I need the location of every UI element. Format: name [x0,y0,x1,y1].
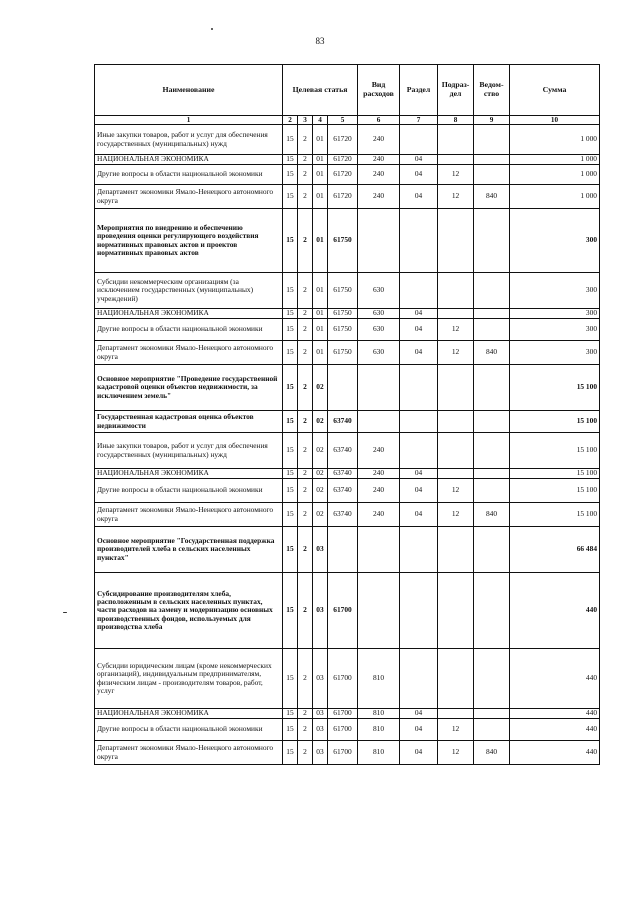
subprogram-code: 2 [298,411,313,433]
subprogram-code: 2 [298,433,313,469]
expense-type-code: 630 [358,273,400,309]
row-name: НАЦИОНАЛЬНАЯ ЭКОНОМИКА [95,469,283,479]
table-row [95,709,600,719]
event-code: 02 [313,479,328,503]
row-name: Другие вопросы в области национальной экономики [95,719,283,741]
expense-type-code: 630 [358,319,400,341]
subsection-code: 12 [438,185,474,209]
row-sum: 15 100 [510,503,600,527]
department-code [474,309,510,319]
department-code [474,649,510,709]
direction-code: 63740 [328,503,358,527]
expense-type-code: 810 [358,649,400,709]
expense-type-code: 240 [358,503,400,527]
row-name: Департамент экономики Ямало-Ненецкого автономного округа [95,341,283,365]
column-number: 2 [283,116,298,125]
row-sum: 15 100 [510,479,600,503]
row-name: Департамент экономики Ямало-Ненецкого автономного округа [95,741,283,765]
subprogram-code: 2 [298,709,313,719]
table-row [95,719,600,741]
direction-code: 61750 [328,341,358,365]
row-sum: 1 000 [510,125,600,155]
table-row [95,469,600,479]
subprogram-code: 2 [298,165,313,185]
subprogram-code: 2 [298,479,313,503]
row-name: Иные закупки товаров, работ и услуг для обеспечения государственных (муниципальных) нужд [95,125,283,155]
row-sum: 1 000 [510,185,600,209]
table-row [95,527,600,573]
program-code: 15 [283,479,298,503]
subsection-code [438,469,474,479]
subsection-code [438,411,474,433]
department-code [474,573,510,649]
department-code [474,433,510,469]
section-code: 04 [400,503,438,527]
direction-code: 61720 [328,165,358,185]
direction-code: 61750 [328,309,358,319]
event-code: 01 [313,341,328,365]
expense-type-code: 630 [358,309,400,319]
expense-type-code: 240 [358,433,400,469]
expense-type-code [358,209,400,273]
row-sum: 66 484 [510,527,600,573]
row-sum: 440 [510,573,600,649]
subprogram-code: 2 [298,273,313,309]
subprogram-code: 2 [298,741,313,765]
section-code: 04 [400,741,438,765]
column-number: 3 [298,116,313,125]
row-name: Субсидии некоммерческим организациям (за исключением государственных (муниципальных) учреждений) [95,273,283,309]
program-code: 15 [283,125,298,155]
program-code: 15 [283,165,298,185]
event-code: 03 [313,741,328,765]
department-code [474,165,510,185]
subprogram-code: 2 [298,309,313,319]
column-number: 1 [95,116,283,125]
subprogram-code: 2 [298,649,313,709]
department-code [474,155,510,165]
department-code [474,411,510,433]
program-code: 15 [283,209,298,273]
direction-code: 61700 [328,573,358,649]
program-code: 15 [283,741,298,765]
row-name: НАЦИОНАЛЬНАЯ ЭКОНОМИКА [95,709,283,719]
event-code: 02 [313,503,328,527]
subsection-code [438,309,474,319]
expense-type-code: 810 [358,719,400,741]
column-number: 5 [328,116,358,125]
event-code: 01 [313,319,328,341]
table-row [95,309,600,319]
row-name: Другие вопросы в области национальной экономики [95,479,283,503]
subprogram-code: 2 [298,527,313,573]
table-row [95,411,600,433]
program-code: 15 [283,411,298,433]
row-name: Другие вопросы в области национальной экономики [95,319,283,341]
row-sum: 15 100 [510,411,600,433]
direction-code: 63740 [328,479,358,503]
row-name: Государственная кадастровая оценка объектов недвижимости [95,411,283,433]
section-code [400,649,438,709]
program-code: 15 [283,469,298,479]
subsection-code [438,155,474,165]
direction-code: 61750 [328,273,358,309]
subprogram-code: 2 [298,469,313,479]
subprogram-code: 2 [298,185,313,209]
row-sum: 300 [510,319,600,341]
row-sum: 1 000 [510,155,600,165]
direction-code: 63740 [328,469,358,479]
expense-type-code: 810 [358,709,400,719]
row-sum: 440 [510,709,600,719]
row-sum: 300 [510,309,600,319]
expense-type-code [358,411,400,433]
table-row [95,125,600,155]
event-code: 03 [313,719,328,741]
row-name: Основное мероприятие "Государственная поддержка производителей хлеба в сельских населенных пунктах" [95,527,283,573]
table-row [95,573,600,649]
header-subsection: Подраз-дел [438,65,474,116]
program-code: 15 [283,185,298,209]
section-code [400,433,438,469]
direction-code: 61750 [328,319,358,341]
subprogram-code: 2 [298,365,313,411]
event-code: 03 [313,649,328,709]
table-body [95,125,600,765]
section-code [400,125,438,155]
subsection-code: 12 [438,503,474,527]
header-row [95,65,600,116]
subsection-code [438,365,474,411]
subsection-code: 12 [438,319,474,341]
department-code: 840 [474,503,510,527]
row-name: Иные закупки товаров, работ и услуг для обеспечения государственных (муниципальных) нужд [95,433,283,469]
row-sum: 15 100 [510,433,600,469]
event-code: 02 [313,365,328,411]
program-code: 15 [283,309,298,319]
expense-type-code: 240 [358,165,400,185]
subsection-code [438,209,474,273]
event-code: 01 [313,273,328,309]
column-number: 9 [474,116,510,125]
column-number: 4 [313,116,328,125]
subsection-code [438,433,474,469]
header-section: Раздел [400,65,438,116]
event-code: 03 [313,709,328,719]
subsection-code: 12 [438,165,474,185]
subsection-code: 12 [438,479,474,503]
department-code [474,719,510,741]
event-code: 01 [313,309,328,319]
section-code [400,209,438,273]
event-code: 01 [313,185,328,209]
row-sum: 440 [510,719,600,741]
subprogram-code: 2 [298,125,313,155]
direction-code [328,365,358,411]
section-code: 04 [400,309,438,319]
row-sum: 300 [510,209,600,273]
expense-type-code [358,573,400,649]
header-department: Ведом-ство [474,65,510,116]
direction-code: 61700 [328,719,358,741]
section-code: 04 [400,185,438,209]
section-code [400,573,438,649]
expense-type-code: 630 [358,341,400,365]
event-code: 01 [313,209,328,273]
direction-code: 61720 [328,155,358,165]
subsection-code [438,527,474,573]
row-name: Департамент экономики Ямало-Ненецкого автономного округа [95,185,283,209]
event-code: 03 [313,527,328,573]
budget-table [94,64,600,765]
subprogram-code: 2 [298,573,313,649]
row-name: Субсидирование производителям хлеба, расположенным в сельских населенных пунктах, части расходов на замену и модернизацию основных производственных фондов, используемых для производства хлеба [95,573,283,649]
table-row [95,649,600,709]
row-name: НАЦИОНАЛЬНАЯ ЭКОНОМИКА [95,309,283,319]
section-code [400,273,438,309]
section-code: 04 [400,341,438,365]
direction-code: 61700 [328,709,358,719]
column-number-row [95,116,600,125]
expense-type-code: 240 [358,155,400,165]
column-number: 10 [510,116,600,125]
program-code: 15 [283,341,298,365]
expense-type-code: 810 [358,741,400,765]
section-code [400,527,438,573]
header-name: Наименование [95,65,283,116]
table-row [95,741,600,765]
section-code: 04 [400,709,438,719]
program-code: 15 [283,503,298,527]
row-sum: 15 100 [510,469,600,479]
subprogram-code: 2 [298,319,313,341]
program-code: 15 [283,273,298,309]
department-code: 840 [474,185,510,209]
section-code: 04 [400,155,438,165]
section-code: 04 [400,479,438,503]
subprogram-code: 2 [298,155,313,165]
department-code [474,209,510,273]
direction-code: 61700 [328,741,358,765]
row-name: Основное мероприятие "Проведение государственной кадастровой оценки объектов недвижимости, за исключением земель" [95,365,283,411]
scan-speck [211,28,213,30]
department-code [474,273,510,309]
row-sum: 1 000 [510,165,600,185]
subprogram-code: 2 [298,209,313,273]
row-sum: 300 [510,273,600,309]
table-row [95,341,600,365]
subsection-code [438,709,474,719]
subsection-code [438,273,474,309]
direction-code: 61750 [328,209,358,273]
event-code: 01 [313,125,328,155]
section-code: 04 [400,165,438,185]
department-code [474,319,510,341]
direction-code: 63740 [328,433,358,469]
row-sum: 440 [510,741,600,765]
section-code [400,365,438,411]
department-code [474,365,510,411]
expense-type-code: 240 [358,185,400,209]
subsection-code [438,649,474,709]
direction-code: 63740 [328,411,358,433]
subsection-code: 12 [438,741,474,765]
column-number: 6 [358,116,400,125]
row-sum: 300 [510,341,600,365]
column-number: 7 [400,116,438,125]
table-row [95,433,600,469]
header-target: Целевая статья [283,65,358,116]
expense-type-code: 240 [358,479,400,503]
header-sum: Сумма [510,65,600,116]
event-code: 02 [313,433,328,469]
table-row [95,319,600,341]
program-code: 15 [283,433,298,469]
row-sum: 440 [510,649,600,709]
subsection-code: 12 [438,719,474,741]
department-code [474,125,510,155]
table-row [95,479,600,503]
section-code: 04 [400,469,438,479]
column-number: 8 [438,116,474,125]
row-name: Субсидии юридическим лицам (кроме некоммерческих организаций), индивидуальным предпринимателям, физическим лицам - производителям товаров, работ, услуг [95,649,283,709]
event-code: 02 [313,469,328,479]
event-code: 01 [313,165,328,185]
page-number: 83 [315,36,325,46]
department-code: 840 [474,341,510,365]
department-code [474,469,510,479]
section-code: 04 [400,319,438,341]
expense-type-code [358,365,400,411]
program-code: 15 [283,709,298,719]
table-row [95,209,600,273]
subsection-code: 12 [438,341,474,365]
program-code: 15 [283,155,298,165]
expense-type-code: 240 [358,469,400,479]
section-code [400,411,438,433]
row-name: Мероприятия по внедрению и обеспечению проведения оценки регулирующего воздействия нормативных правовых актов и проектов нормативных правовых актов [95,209,283,273]
subprogram-code: 2 [298,503,313,527]
scan-speck [63,612,67,613]
event-code: 01 [313,155,328,165]
subprogram-code: 2 [298,719,313,741]
subprogram-code: 2 [298,341,313,365]
program-code: 15 [283,365,298,411]
row-sum: 15 100 [510,365,600,411]
event-code: 02 [313,411,328,433]
expense-type-code [358,527,400,573]
table-row [95,503,600,527]
table-row [95,155,600,165]
direction-code: 61720 [328,185,358,209]
table-row [95,185,600,209]
direction-code: 61720 [328,125,358,155]
department-code: 840 [474,741,510,765]
subsection-code [438,573,474,649]
row-name: Другие вопросы в области национальной экономики [95,165,283,185]
department-code [474,527,510,573]
subsection-code [438,125,474,155]
header-expense-type: Вид расходов [358,65,400,116]
table-row [95,273,600,309]
program-code: 15 [283,319,298,341]
department-code [474,479,510,503]
expense-type-code: 240 [358,125,400,155]
program-code: 15 [283,573,298,649]
row-name: Департамент экономики Ямало-Ненецкого автономного округа [95,503,283,527]
department-code [474,709,510,719]
direction-code [328,527,358,573]
table-row [95,365,600,411]
direction-code: 61700 [328,649,358,709]
table-row [95,165,600,185]
program-code: 15 [283,649,298,709]
program-code: 15 [283,527,298,573]
event-code: 03 [313,573,328,649]
section-code: 04 [400,719,438,741]
program-code: 15 [283,719,298,741]
row-name: НАЦИОНАЛЬНАЯ ЭКОНОМИКА [95,155,283,165]
